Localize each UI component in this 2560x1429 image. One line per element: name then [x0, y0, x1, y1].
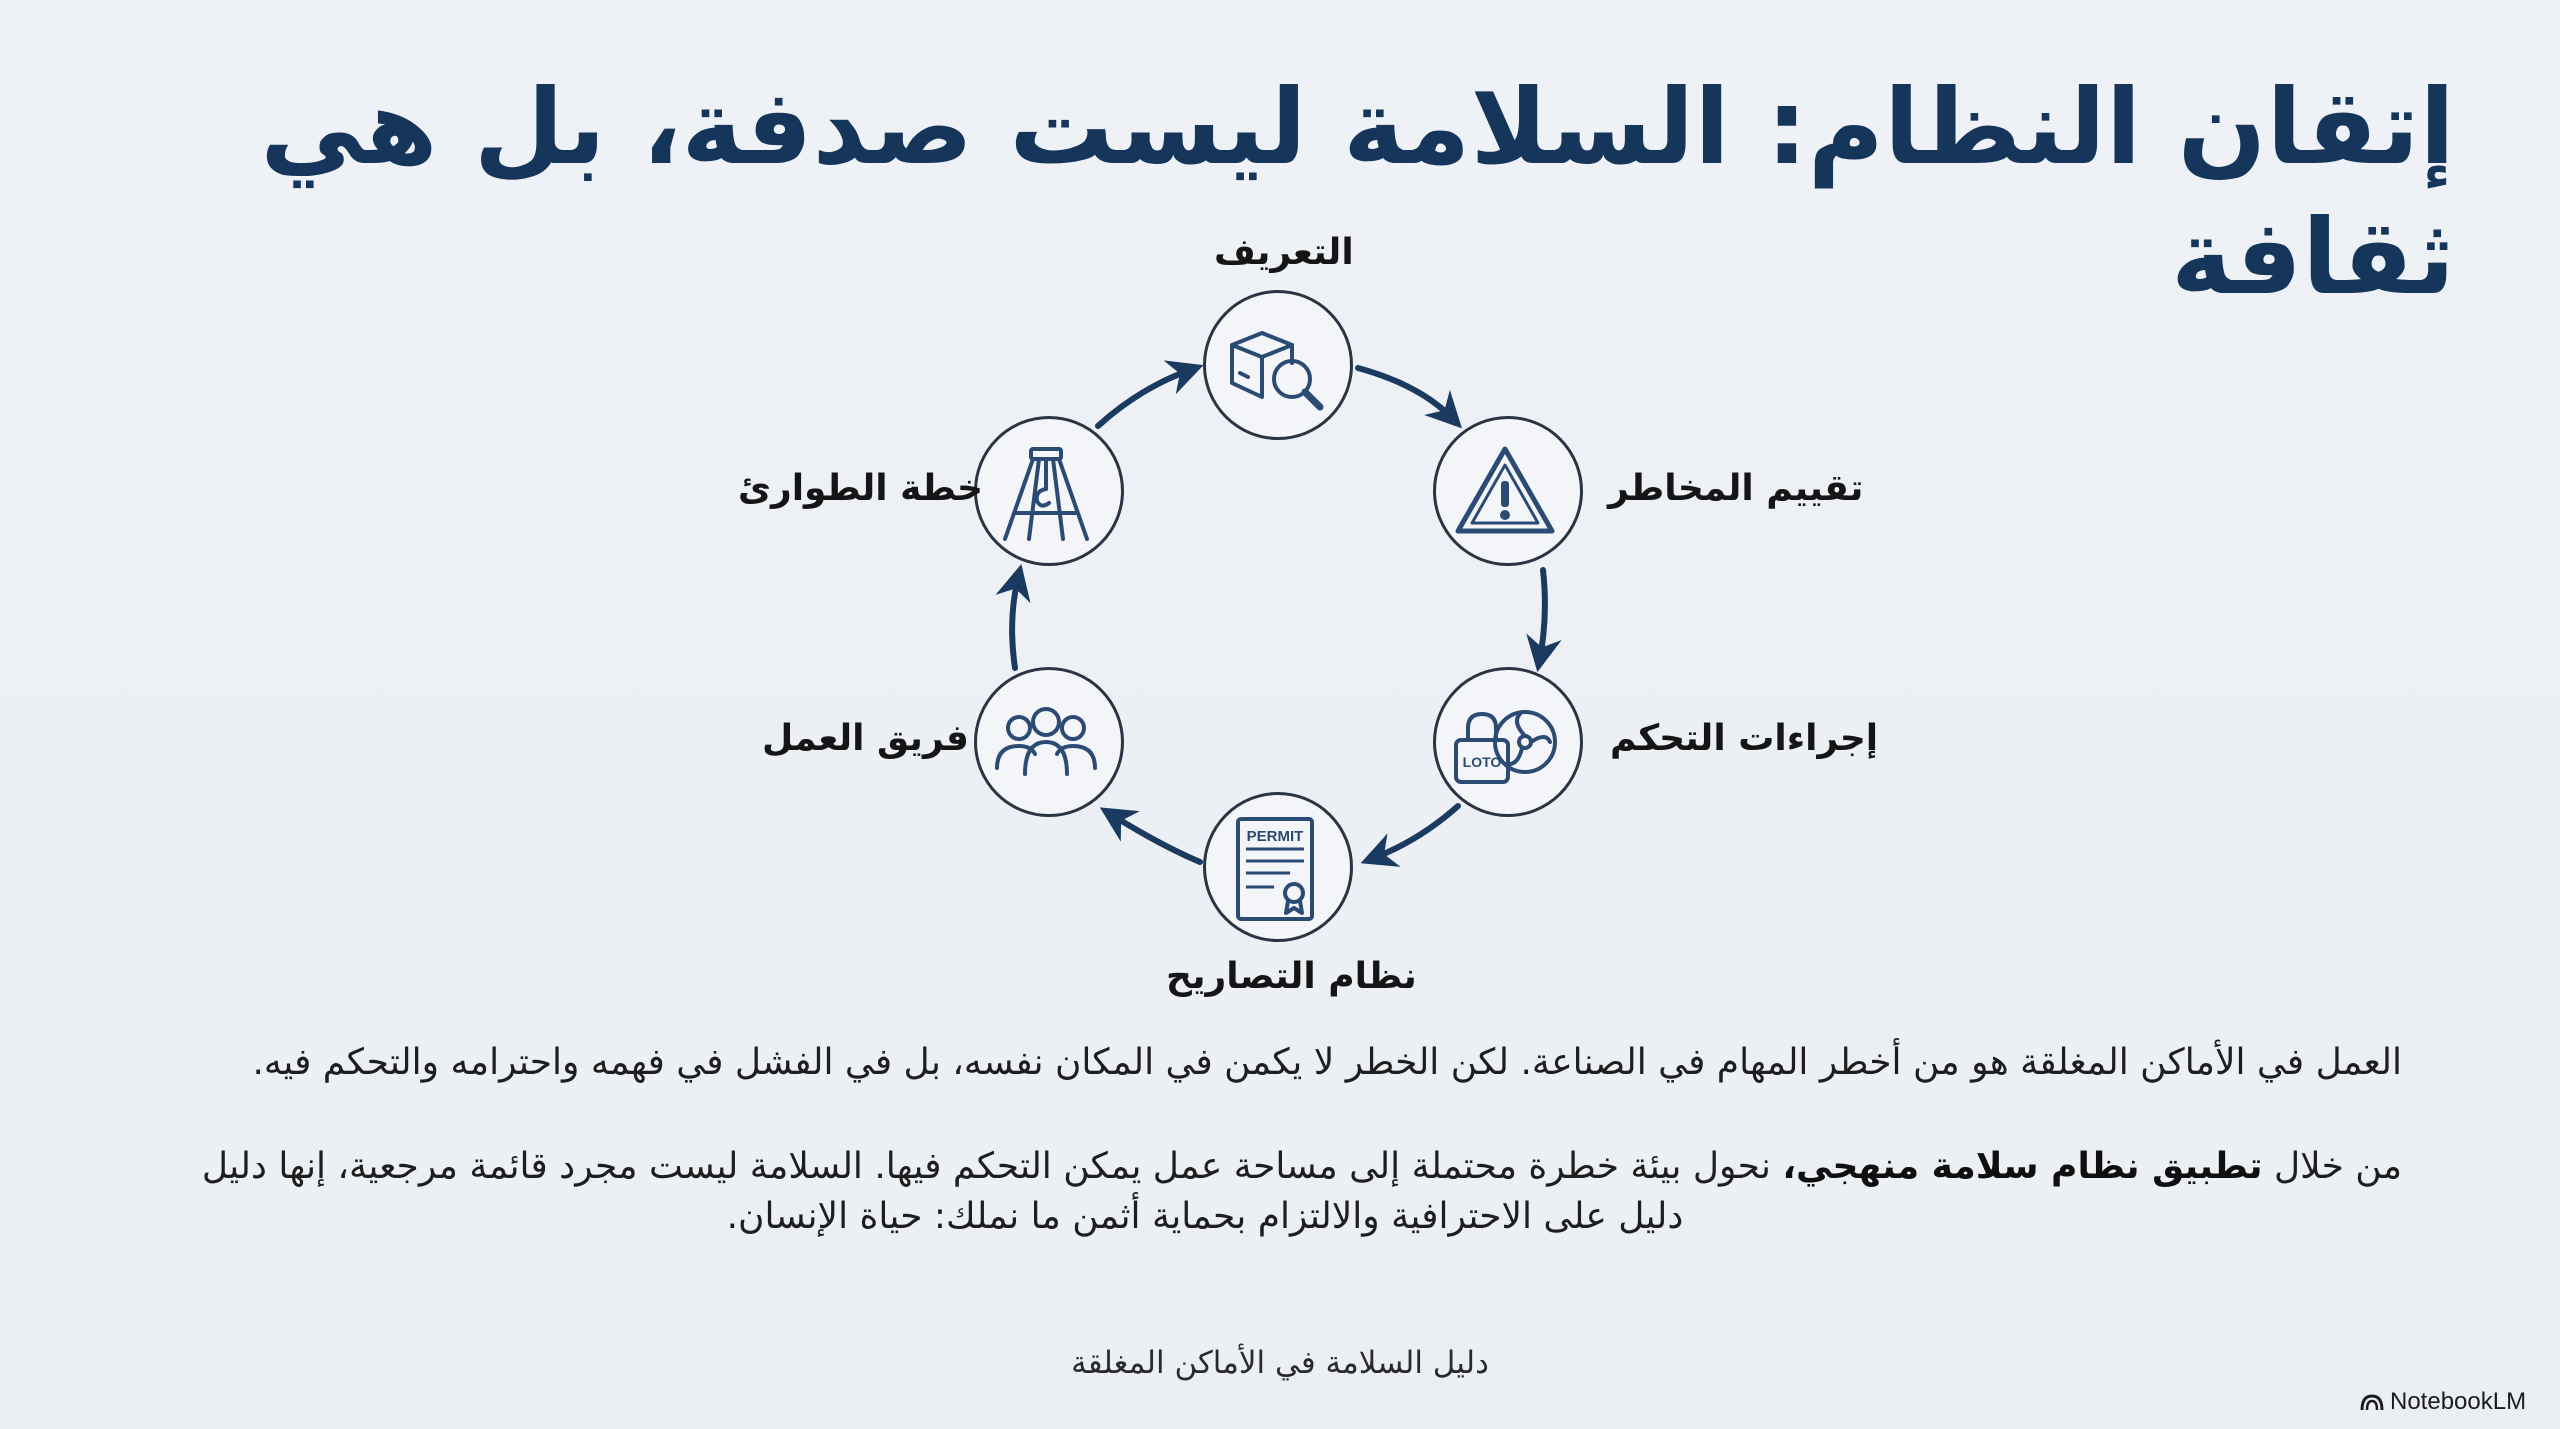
arrow-emergency-to-define — [1098, 370, 1190, 426]
intro-paragraph: العمل في الأماكن المغلقة هو من أخطر المهام في الصناعة. لكن الخطر لا يكمن في المكان نفسه، بل في الفشل في فهمه واحترامه والتحكم فيه. — [252, 1042, 2402, 1083]
brand-name: NotebookLM — [2390, 1388, 2527, 1415]
warning-triangle-icon — [1430, 419, 1580, 569]
step-label: خطة الطوارئ — [738, 468, 983, 509]
step-label: تقييم المخاطر — [1608, 468, 1864, 509]
footer-caption: دليل السلامة في الأماكن المغلقة — [1071, 1345, 1489, 1381]
system-paragraph — [162, 1142, 2402, 1192]
notebooklm-brand — [2360, 1388, 2526, 1416]
permit-text: PERMIT — [1246, 828, 1304, 845]
step-work-team-node — [974, 667, 1124, 817]
arrow-team-to-emergency — [1012, 578, 1018, 668]
step-permit-system-node — [1203, 792, 1353, 942]
loto-lock-fan-icon — [1430, 670, 1580, 820]
permit-document-icon — [1200, 795, 1350, 945]
step-emergency-plan-node — [974, 416, 1124, 566]
step-risk-assessment-node — [1433, 416, 1583, 566]
box-magnifier-icon — [1200, 293, 1350, 443]
page-title: إتقان النظام: السلامة ليست صدفة، بل هي ثقافة — [260, 66, 2455, 318]
step-label: إجراءات التحكم — [1610, 718, 1879, 759]
paragraph-prefix: من خلال — [2273, 1146, 2402, 1187]
step-definition-node — [1203, 290, 1353, 440]
paragraph-bold: تطبيق نظام سلامة منهجي، — [1782, 1146, 2263, 1187]
team-people-icon — [971, 670, 1121, 820]
arrow-permit-to-team — [1112, 815, 1200, 862]
system-paragraph-line2: دليل على الاحترافية والالتزام بحماية أثمن ما نملك: حياة الإنسان. — [726, 1196, 1684, 1237]
step-label: نظام التصاريح — [1166, 956, 1417, 997]
paragraph-line1-rest: نحول بيئة خطرة محتملة إلى مساحة عمل يمكن التحكم فيها. السلامة ليست مجرد قائمة مرجعية، إنها دليل — [201, 1146, 1771, 1187]
arrow-risk-to-control — [1540, 570, 1545, 658]
step-label: فريق العمل — [762, 718, 969, 759]
step-control-measures-node — [1433, 667, 1583, 817]
notebooklm-logo-icon — [2360, 1393, 2384, 1411]
loto-text: LOTO — [1462, 754, 1502, 770]
arrow-define-to-risk — [1358, 368, 1452, 418]
tripod-hoist-icon — [971, 419, 1121, 569]
step-label: التعريف — [1214, 232, 1354, 273]
